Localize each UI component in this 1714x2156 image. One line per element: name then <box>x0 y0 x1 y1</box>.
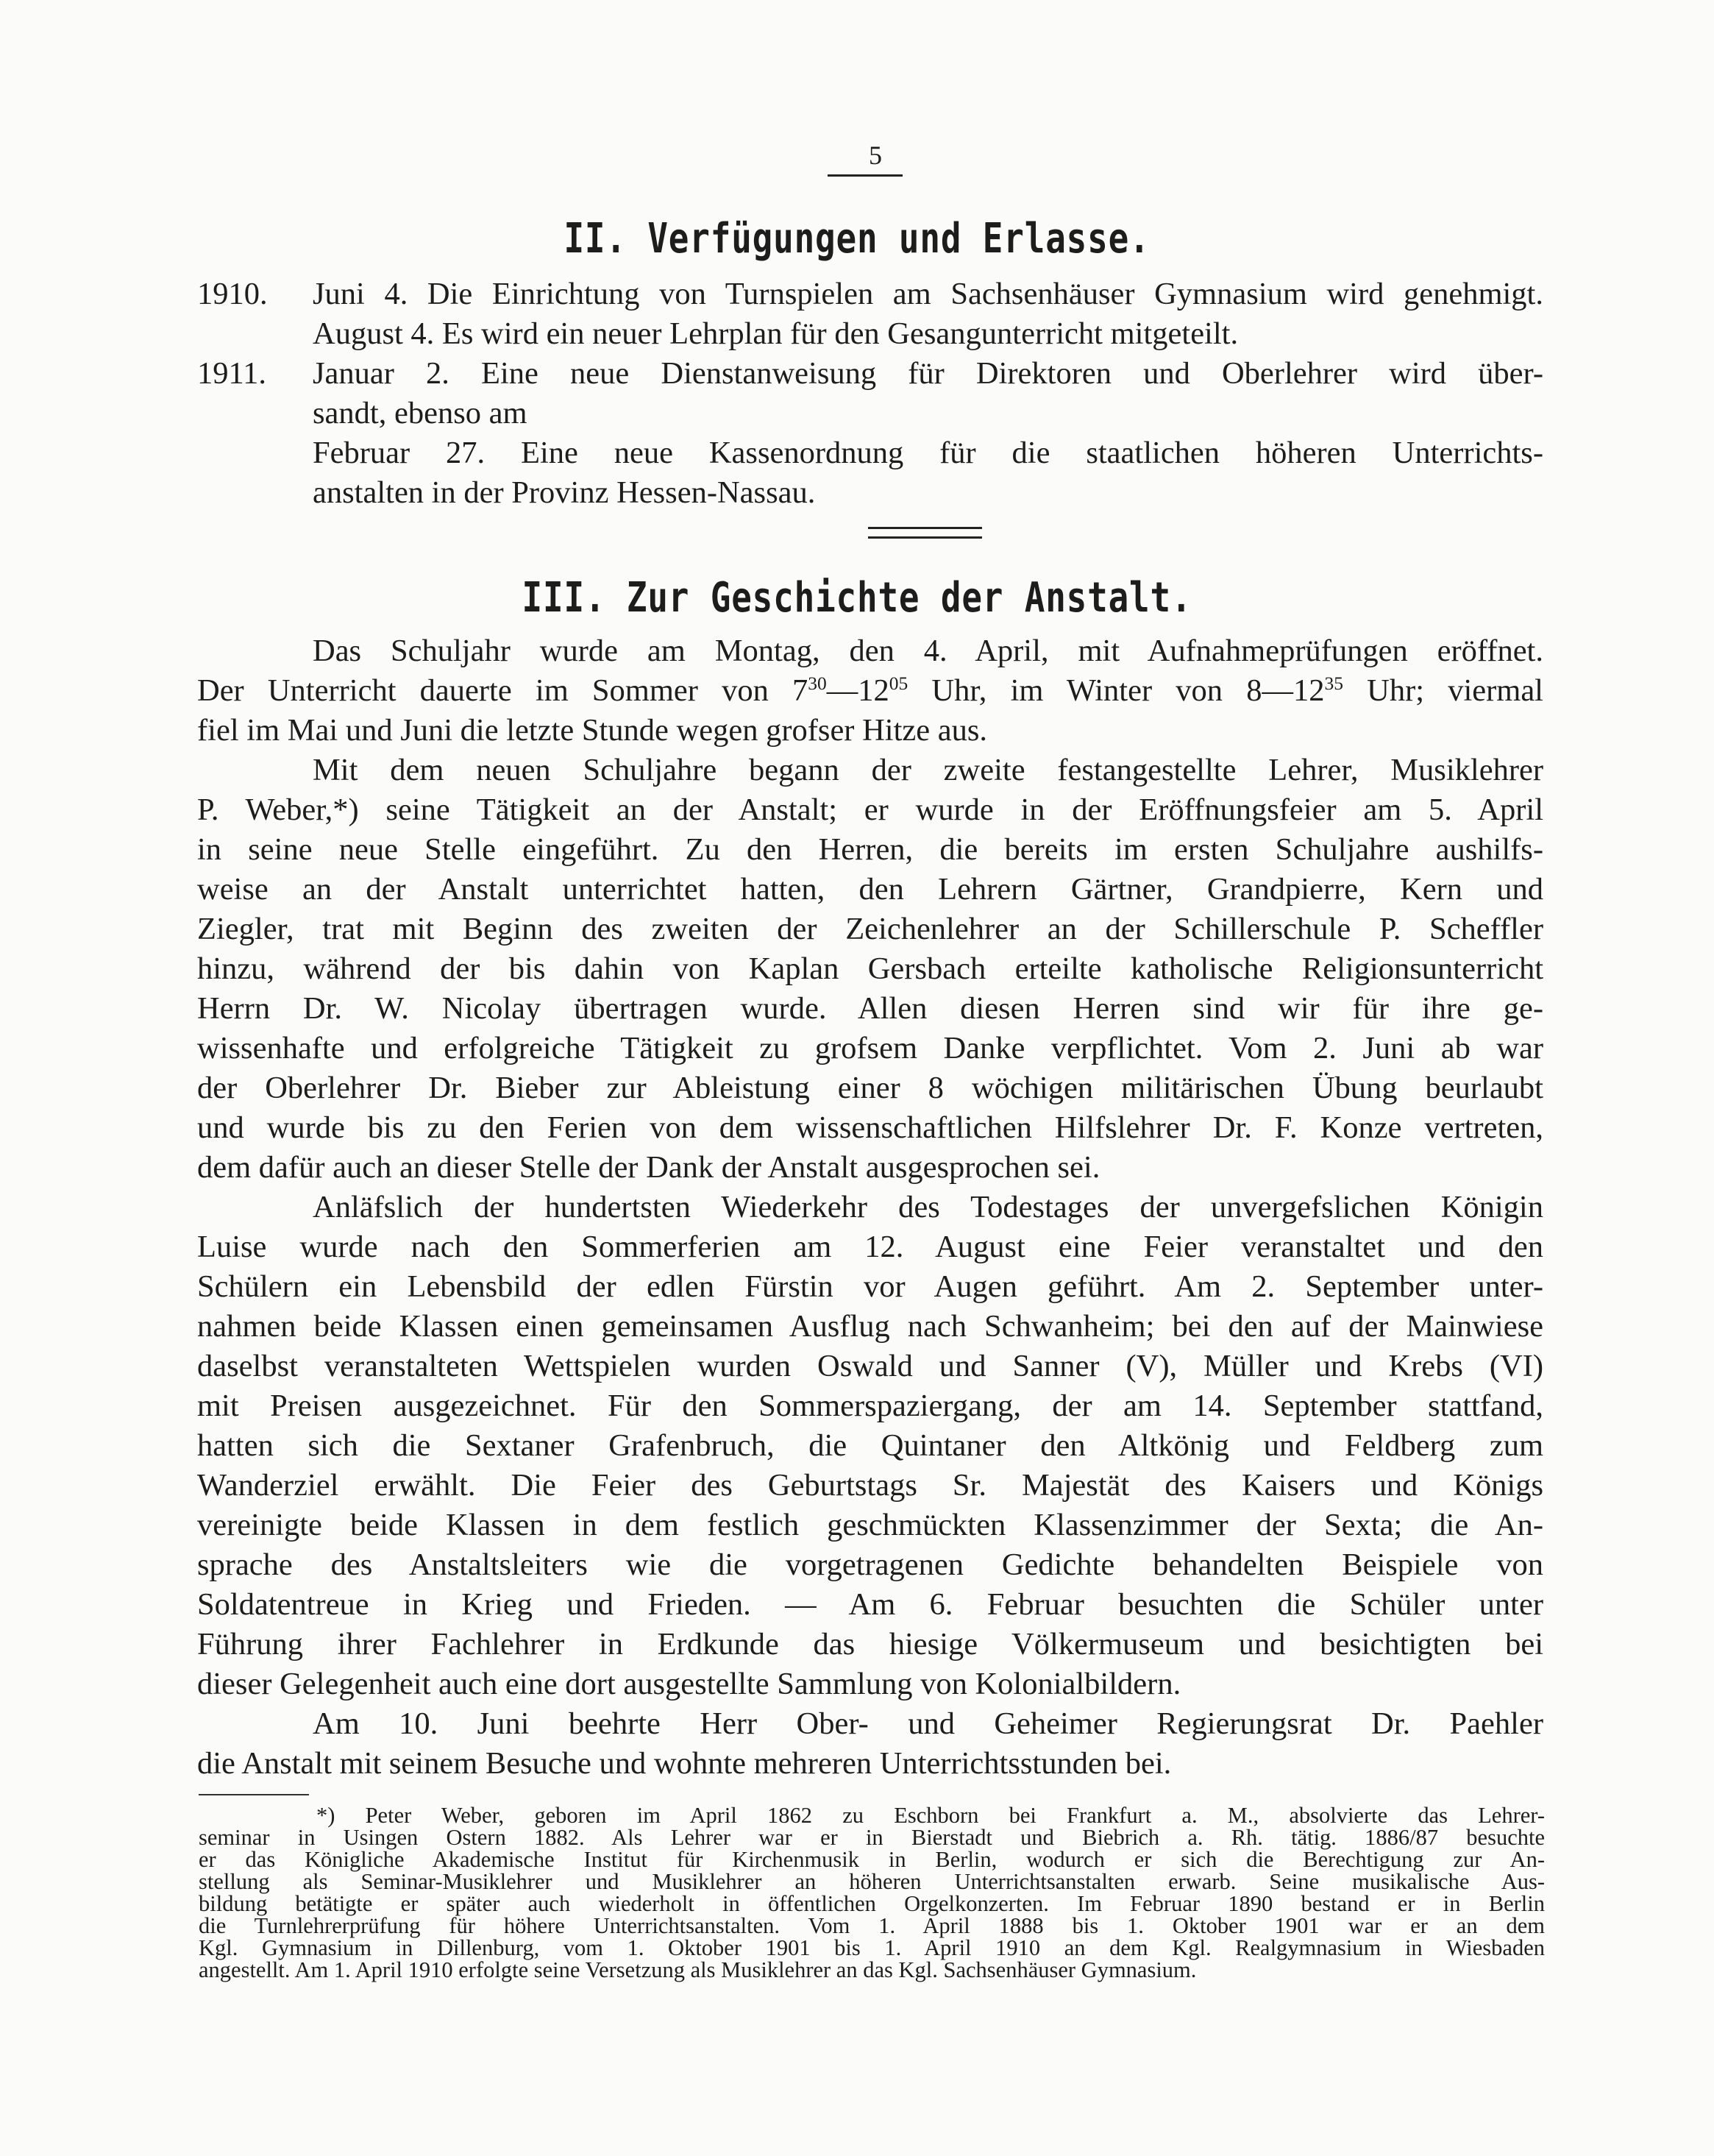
text-line: hatten sich die Sextaner Grafenbruch, die Quintaner den Altkönig und Feldberg zum <box>197 1428 1543 1463</box>
text-line: vereinigte beide Klassen in dem festlich geschmückten Klassenzimmer der Sexta; die An- <box>197 1508 1543 1542</box>
text-line: fiel im Mai und Juni die letzte Stunde wegen grofser Hitze aus. <box>197 713 988 748</box>
text-line: Schülern ein Lebensbild der edlen Fürstin vor Augen geführt. Am 2. September unter- <box>197 1269 1543 1304</box>
text-line: die Anstalt mit seinem Besuche und wohnte mehreren Unterrichtsstunden bei. <box>197 1746 1172 1781</box>
footnote-rule <box>199 1794 309 1795</box>
entry-year: 1910. <box>197 277 268 311</box>
text-line: Das Schuljahr wurde am Montag, den 4. April, mit Aufnahmeprüfungen eröffnet. <box>313 634 1543 668</box>
page-number-rule <box>828 174 903 177</box>
entry-line: Januar 2. Eine neue Dienstanweisung für Direktoren und Oberlehrer wird über- <box>313 356 1543 391</box>
text-line: Mit dem neuen Schuljahre begann der zweite festangestellte Lehrer, Musiklehrer <box>313 753 1543 787</box>
footnote-line: Kgl. Gymnasium in Dillenburg, vom 1. Oktober 1901 bis 1. April 1910 an dem Kgl. Realgymnasium in Wiesbaden <box>199 1935 1545 1960</box>
text-line: dem dafür auch an dieser Stelle der Dank der Anstalt ausgesprochen sei. <box>197 1150 1100 1185</box>
entry-line: Februar 27. Eine neue Kassenordnung für die staatlichen höheren Unterrichts- <box>313 436 1543 470</box>
text-span: Uhr, im Winter von 8— <box>908 673 1293 708</box>
text-line: dieser Gelegenheit auch eine dort ausgestellte Sammlung von Kolonialbildern. <box>197 1667 1181 1701</box>
text-line: hinzu, während der bis dahin von Kaplan Gersbach erteilte katholische Religionsunterricht <box>197 951 1543 986</box>
footnote-line: *) Peter Weber, geboren im April 1862 zu Eschborn bei Frankfurt a. M., absolvierte das Lehrer- <box>316 1803 1545 1828</box>
time-minute: 05 <box>889 672 908 694</box>
text-line: Ziegler, trat mit Beginn des zweiten der Zeichenlehrer an der Schillerschule P. Scheffler <box>197 912 1543 946</box>
footnote-line: bildung betätigte er später auch wiederholt in öffentlichen Orgelkonzerten. Im Februar 1890 bestand er in Berlin <box>199 1891 1545 1916</box>
text-line: P. Weber,*) seine Tätigkeit an der Anstalt; er wurde in der Eröffnungsfeier am 5. April <box>197 792 1543 827</box>
text-line: wissenhafte und erfolgreiche Tätigkeit zu grofsem Danke verpflichtet. Vom 2. Juni ab war <box>197 1031 1543 1065</box>
footnote-line: angestellt. Am 1. April 1910 erfolgte seine Versetzung als Musiklehrer an das Kgl. Sachsenhäuser Gymnasium. <box>199 1957 1197 1982</box>
time-hour: 7 <box>792 673 808 708</box>
time-hour: 12 <box>858 673 889 708</box>
text-line: in seine neue Stelle eingeführt. Zu den Herren, die bereits im ersten Schuljahre aushilfs- <box>197 832 1543 867</box>
text-line: Am 10. Juni beehrte Herr Ober- und Geheimer Regierungsrat Dr. Paehler <box>313 1706 1543 1741</box>
text-line: Wanderziel erwählt. Die Feier des Geburtstags Sr. Majestät des Kaisers und Königs <box>197 1468 1543 1503</box>
section-divider <box>868 527 982 539</box>
text-line: Soldatentreue in Krieg und Frieden. — Am 6. Februar besuchten die Schüler unter <box>197 1587 1543 1622</box>
text-line-times <box>197 671 1543 711</box>
text-line: Führung ihrer Fachlehrer in Erdkunde das hiesige Völkermuseum und besichtigten bei <box>197 1627 1543 1662</box>
page-number: 5 <box>869 141 882 170</box>
entry-year: 1911. <box>197 356 267 391</box>
footnote-line: die Turnlehrerprüfung für höhere Unterrichtsanstalten. Vom 1. April 1888 bis 1. Oktober 1901 war er an dem <box>199 1913 1545 1938</box>
time-dash: — <box>826 673 858 708</box>
text-span: Uhr; viermal <box>1343 673 1543 708</box>
text-line: der Oberlehrer Dr. Bieber zur Ableistung einer 8 wöchigen militärischen Übung beurlaubt <box>197 1071 1543 1105</box>
entry-line: August 4. Es wird ein neuer Lehrplan für den Gesangunterricht mitgeteilt. <box>313 316 1239 351</box>
time-minute: 35 <box>1324 672 1343 694</box>
text-line: nahmen beide Klassen einen gemeinsamen Ausflug nach Schwanheim; bei den auf der Mainwiese <box>197 1309 1543 1344</box>
footnote-line: er das Königliche Akademische Institut für Kirchenmusik in Berlin, wodurch er sich die Berechtigung zur An- <box>199 1847 1545 1872</box>
time-minute: 30 <box>808 672 827 694</box>
text-line: daselbst veranstalteten Wettspielen wurden Oswald und Sanner (V), Müller und Krebs (VI) <box>197 1349 1543 1383</box>
text-line: Luise wurde nach den Sommerferien am 12. August eine Feier veranstaltet und den <box>197 1230 1543 1264</box>
entry-line: Juni 4. Die Einrichtung von Turnspielen am Sachsenhäuser Gymnasium wird genehmigt. <box>313 277 1543 311</box>
footnote-line: stellung als Seminar-Musiklehrer und Musiklehrer an höheren Unterrichtsanstalten erwarb. Seine musikalische Aus- <box>199 1869 1545 1894</box>
text-line: Herrn Dr. W. Nicolay übertragen wurde. Allen diesen Herren sind wir für ihre ge- <box>197 991 1543 1026</box>
text-line: sprache des Anstaltsleiters wie die vorgetragenen Gedichte behandelten Beispiele von <box>197 1547 1543 1582</box>
time-hour: 12 <box>1292 673 1325 708</box>
section-2-title: II. Verfügungen und Erlasse. <box>563 215 1151 263</box>
footnote-line: seminar in Usingen Ostern 1882. Als Lehrer war er in Bierstadt und Biebrich a. Rh. tätig. 1886/87 besuchte <box>199 1825 1545 1850</box>
text-line: Anläfslich der hundertsten Wiederkehr des Todestages der unvergefslichen Königin <box>313 1190 1543 1224</box>
text-line: weise an der Anstalt unterrichtet hatten, den Lehrern Gärtner, Grandpierre, Kern und <box>197 872 1543 907</box>
section-3-title: III. Zur Geschichte der Anstalt. <box>522 574 1192 622</box>
text-line: mit Preisen ausgezeichnet. Für den Sommerspaziergang, der am 14. September stattfand, <box>197 1389 1543 1423</box>
text-span: Der Unterricht dauerte im Sommer von <box>197 673 792 708</box>
entry-line: anstalten in der Provinz Hessen-Nassau. <box>313 475 816 510</box>
text-line: und wurde bis zu den Ferien von dem wissenschaftlichen Hilfslehrer Dr. F. Konze vertreten, <box>197 1110 1543 1145</box>
entry-line: sandt, ebenso am <box>313 396 527 430</box>
